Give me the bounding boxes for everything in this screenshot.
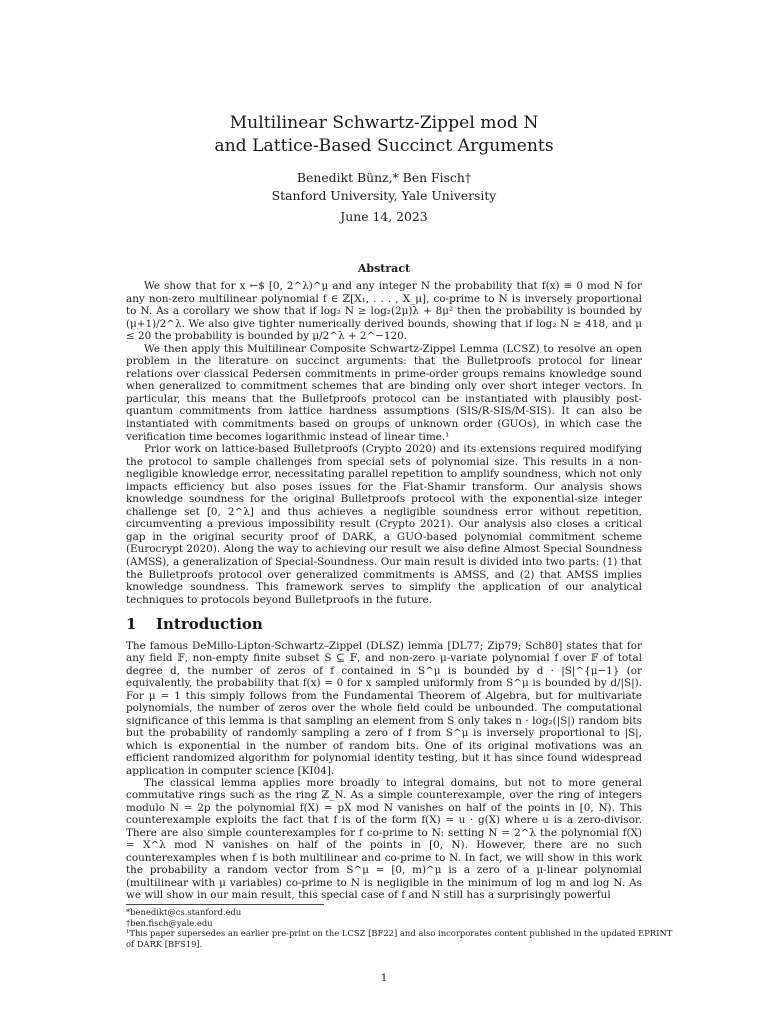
abstract-paragraph: We show that for x ←$ [0, 2^λ)^μ and any integer N the probability that f(x) ≡ 0 mod N for any non-zero multilinear polynomial f ∈ ℤ[X₁, . . . , X_μ], co-prime to N is inversely proportional to N. As a corollary we show that if log₂ N ≥ log₂(2μ)λ + 8μ² then the probability is bounded by (μ+1)/2^λ. We also give tighter numerically derived bounds, showing that if log₂ N ≥ 418, and μ ≤ 20 the probability is bounded by μ/2^λ + 2^−120. <box>126 280 642 343</box>
footnotes <box>126 907 676 949</box>
abstract-heading: Abstract <box>357 262 411 275</box>
abstract-body <box>126 280 642 606</box>
body-paragraph: The classical lemma applies more broadly to integral domains, but not to more general commutative rings such as the ring ℤ_N. As a simple counterexample, over the ring of integers modulo N = 2p the polynomial f(X) = pX mod N vanishes on half of the points in [0, N). This counterexample exploits the fact that f is of the form f(X) = u · g(X) where u is a zero-divisor. There are also simple counterexamples for f co-prime to N: setting N = 2^λ the polynomial f(X) = X^λ mod N vanishes on half of the points in [0, N). However, there are no such counterexamples when f is both multilinear and co-prime to N. In fact, we will show in this work the probability a random vector from S^μ = [0, m)^μ is a zero of a μ-linear polynomial (multilinear with μ variables) co-prime to N is negligible in the minimum of log m and log N. As we will show in our main result, this special case of f and N still has a surprisingly powerful <box>126 776 642 902</box>
body-paragraph: The famous DeMillo-Lipton-Schwartz–Zippel (DLSZ) lemma [DL77; Zip79; Sch80] states that for any field 𝔽, non-empty finite subset S ⊆ 𝔽, and non-zero μ-variate polynomial f over 𝔽 of total degree d, the number of zeros of f contained in S^μ is bounded by d · |S|^{μ−1} (or equivalently, the probability that f(x) = 0 for x sampled uniformly from S^μ is bounded by d/|S|). For μ = 1 this simply follows from the Fundamental Theorem of Algebra, but for multivariate polynomials, the number of zeros over the whole field could be unbounded. The computational significance of this lemma is that sampling an element from S only takes n · log₂(|S|) random bits but the probability of randomly sampling a zero of f from S^μ is inversely proportional to |S|, which is exponential in the number of random bits. One of its original motivations was an efficient randomized algorithm for polynomial identity testing, but it has since found widespread application in computer science [KI04]. <box>126 640 642 777</box>
abstract-paragraph: Prior work on lattice-based Bulletproofs (Crypto 2020) and its extensions required modifying the protocol to sample challenges from special sets of polynomial size. This results in a non-negligible knowledge error, necessitating parallel repetition to amplify soundness, which not only impacts efficiency but also poses issues for the Fiat-Shamir transform. Our analysis shows knowledge soundness for the original Bulletproofs protocol with the exponential-size integer challenge set [0, 2^λ] and thus achieves a negligible soundness error without repetition, circumventing a previous impossibility result (Crypto 2021). Our analysis also closes a critical gap in the original security proof of DARK, a GUO-based polynomial commitment scheme (Eurocrypt 2020). Along the way to achieving our result we also define Almost Special Soundness (AMSS), a generalization of Special-Soundness. Our main result is divided into two parts: (1) that the Bulletproofs protocol over generalized commitments is AMSS, and (2) that AMSS implies knowledge soundness. This framework serves to simplify the application of our analytical techniques to protocols beyond Bulletproofs in the future. <box>126 443 642 606</box>
paper-title <box>0 112 768 158</box>
title-line-1: Multilinear Schwartz-Zippel mod N <box>229 113 539 133</box>
title-line-2: and Lattice-Based Succinct Arguments <box>214 136 554 156</box>
page-number: 1 <box>380 972 388 984</box>
footnote-rule <box>126 904 324 905</box>
author-block <box>0 169 768 205</box>
footnote-supersedes: ¹This paper supersedes an earlier pre-print on the LCSZ [BF22] and also incorporates content published in the updated EPRINT of DARK [BFS19]. <box>126 928 673 949</box>
paper-date: June 14, 2023 <box>340 209 428 224</box>
footnote-email-fisch: †ben.fisch@yale.edu <box>126 917 213 928</box>
author-affiliation: Stanford University, Yale University <box>271 188 497 203</box>
abstract-paragraph: We then apply this Multilinear Composite Schwartz-Zippel Lemma (LCSZ) to resolve an open problem in the literature on succinct arguments: that the Bulletproofs protocol for linear relations over classical Pedersen commitments in prime-order groups remains knowledge sound when generalized to commitment schemes that are binding only over short integer vectors. In particular, this means that the Bulletproofs protocol can be instantiated with plausibly post-quantum commitments from lattice hardness assumptions (SIS/R-SIS/M-SIS). It can also be instantiated with commitments based on groups of unknown order (GUOs), in which case the verification time becomes logarithmic instead of linear time.¹ <box>126 342 642 443</box>
section-heading <box>126 615 263 633</box>
introduction-body <box>126 640 642 902</box>
footnote-email-bunz: *benedikt@cs.stanford.edu <box>126 907 242 917</box>
author-names: Benedikt Bünz,* Ben Fisch† <box>296 170 472 185</box>
section-number: 1 <box>126 615 137 633</box>
section-title: Introduction <box>156 615 263 633</box>
